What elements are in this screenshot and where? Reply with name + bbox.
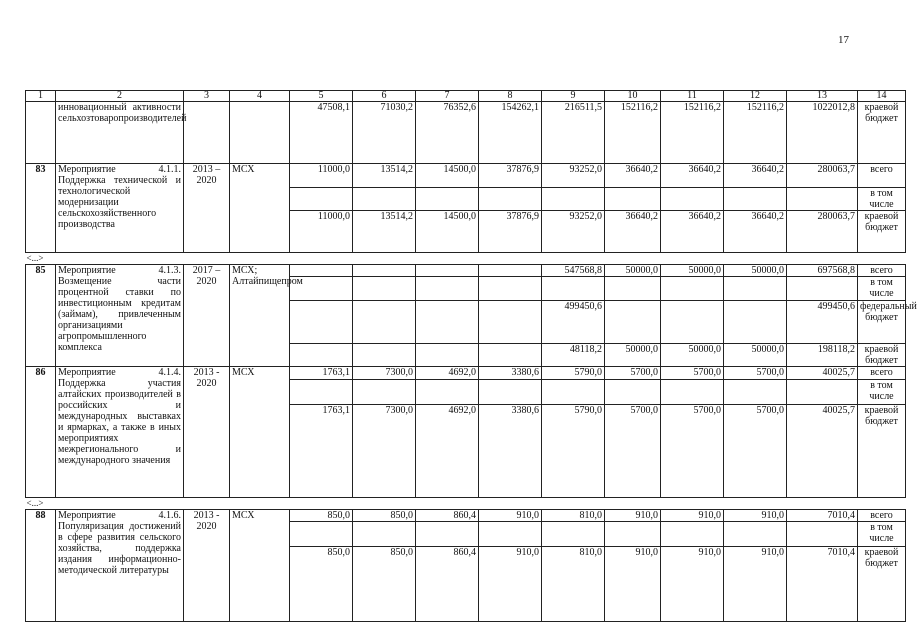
value-cell: 5700,0	[724, 405, 787, 498]
omission-marker: <...>	[26, 253, 906, 265]
value-cell: 1022012,8	[787, 102, 858, 164]
value-cell: 910,0	[724, 547, 787, 622]
funding-source: краевой бюджет	[858, 405, 906, 498]
value-cell	[416, 522, 479, 547]
table-row	[26, 164, 906, 188]
funding-source: краевой бюджет	[858, 344, 906, 367]
value-cell: 14500,0	[416, 211, 479, 253]
row-number-cell	[26, 102, 56, 164]
value-cell	[605, 277, 661, 301]
value-cell: 5700,0	[605, 405, 661, 498]
value-cell	[416, 301, 479, 344]
activity-name: Мероприятие 4.1.3. Возмещение части процентной ставки по инвестиционным кредитам (займам), привлеченным организациями агропромышленного комплекса	[56, 265, 184, 367]
executor-cell	[230, 102, 290, 164]
value-cell: 11000,0	[290, 164, 353, 188]
executor-cell: МСХ	[230, 164, 290, 253]
value-cell: 810,0	[542, 547, 605, 622]
value-cell: 71030,2	[353, 102, 416, 164]
table-row	[26, 265, 906, 277]
funding-source: краевой бюджет	[858, 102, 906, 164]
value-cell: 50000,0	[724, 344, 787, 367]
value-cell: 36640,2	[724, 211, 787, 253]
years-cell: 2013 - 2020	[184, 367, 230, 498]
value-cell: 36640,2	[605, 211, 661, 253]
activity-name: инновационный активности сельхозтоваропроизводителей	[56, 102, 184, 164]
value-cell: 13514,2	[353, 211, 416, 253]
value-cell	[724, 277, 787, 301]
column-header: 11	[661, 91, 724, 102]
funding-source: в том числе	[858, 522, 906, 547]
column-header: 6	[353, 91, 416, 102]
activity-name: Мероприятие 4.1.4. Поддержка участия алтайских производителей в российских и международных выставках и ярмарках, а также в иных мероприятиях межрегионального и международного значения	[56, 367, 184, 498]
value-cell	[787, 522, 858, 547]
funding-source: в том числе	[858, 188, 906, 211]
value-cell	[416, 188, 479, 211]
value-cell	[605, 188, 661, 211]
value-cell: 860,4	[416, 510, 479, 522]
value-cell	[724, 188, 787, 211]
funding-source: краевой бюджет	[858, 547, 906, 622]
value-cell	[416, 380, 479, 405]
value-cell	[542, 380, 605, 405]
value-cell: 7300,0	[353, 405, 416, 498]
value-cell: 280063,7	[787, 164, 858, 188]
value-cell: 5700,0	[661, 405, 724, 498]
value-cell: 7010,4	[787, 510, 858, 522]
value-cell: 50000,0	[605, 265, 661, 277]
value-cell	[416, 265, 479, 277]
value-cell: 5700,0	[724, 367, 787, 380]
value-cell: 7010,4	[787, 547, 858, 622]
funding-source: в том числе	[858, 380, 906, 405]
program-activities-table	[25, 90, 917, 622]
column-header: 13	[787, 91, 858, 102]
executor-cell: МСХ	[230, 367, 290, 498]
value-cell: 547568,8	[542, 265, 605, 277]
page-number: 17	[838, 34, 849, 46]
value-cell: 910,0	[479, 547, 542, 622]
value-cell: 50000,0	[661, 265, 724, 277]
value-cell: 850,0	[353, 547, 416, 622]
value-cell: 36640,2	[661, 164, 724, 188]
column-header: 7	[416, 91, 479, 102]
value-cell	[290, 188, 353, 211]
value-cell	[787, 277, 858, 301]
value-cell: 910,0	[661, 510, 724, 522]
value-cell	[353, 344, 416, 367]
value-cell	[353, 277, 416, 301]
value-cell	[661, 188, 724, 211]
column-header: 5	[290, 91, 353, 102]
value-cell: 93252,0	[542, 211, 605, 253]
value-cell	[661, 380, 724, 405]
table-row	[26, 102, 906, 164]
value-cell: 860,4	[416, 547, 479, 622]
value-cell: 5790,0	[542, 367, 605, 380]
value-cell	[479, 265, 542, 277]
value-cell	[479, 301, 542, 344]
value-cell: 910,0	[661, 547, 724, 622]
value-cell	[290, 265, 353, 277]
funding-source: всего	[858, 367, 906, 380]
value-cell	[290, 522, 353, 547]
omission-marker: <...>	[26, 498, 906, 510]
column-header: 10	[605, 91, 661, 102]
value-cell	[416, 277, 479, 301]
value-cell: 850,0	[290, 510, 353, 522]
value-cell: 154262,1	[479, 102, 542, 164]
value-cell: 37876,9	[479, 211, 542, 253]
value-cell: 5700,0	[661, 367, 724, 380]
table-row	[26, 510, 906, 522]
row-number: 88	[26, 510, 56, 622]
value-cell	[542, 277, 605, 301]
value-cell	[290, 344, 353, 367]
value-cell	[724, 380, 787, 405]
value-cell	[542, 522, 605, 547]
column-header: 14	[858, 91, 906, 102]
value-cell: 850,0	[353, 510, 416, 522]
funding-source: федеральный бюджет	[858, 301, 906, 344]
column-header: 2	[56, 91, 184, 102]
table-row	[26, 367, 906, 380]
value-cell: 7300,0	[353, 367, 416, 380]
column-header: 1	[26, 91, 56, 102]
value-cell: 5790,0	[542, 405, 605, 498]
value-cell: 50000,0	[661, 344, 724, 367]
omission-row	[26, 253, 906, 265]
value-cell: 37876,9	[479, 164, 542, 188]
value-cell: 910,0	[724, 510, 787, 522]
value-cell: 1763,1	[290, 405, 353, 498]
value-cell	[605, 522, 661, 547]
value-cell: 216511,5	[542, 102, 605, 164]
value-cell: 499450,6	[542, 301, 605, 344]
header-row	[26, 91, 906, 102]
column-header: 9	[542, 91, 605, 102]
value-cell	[479, 380, 542, 405]
value-cell: 697568,8	[787, 265, 858, 277]
value-cell: 910,0	[605, 510, 661, 522]
funding-source: всего	[858, 265, 906, 277]
funding-source: в том числе	[858, 277, 906, 301]
executor-cell: МСХ; Алтайпищепром	[230, 265, 290, 367]
value-cell: 280063,7	[787, 211, 858, 253]
value-cell: 810,0	[542, 510, 605, 522]
column-header: 12	[724, 91, 787, 102]
years-cell: 2013 - 2020	[184, 510, 230, 622]
value-cell	[353, 301, 416, 344]
value-cell: 50000,0	[724, 265, 787, 277]
value-cell	[605, 301, 661, 344]
value-cell: 499450,6	[787, 301, 858, 344]
funding-source: всего	[858, 510, 906, 522]
value-cell	[479, 277, 542, 301]
value-cell	[353, 188, 416, 211]
omission-row	[26, 498, 906, 510]
value-cell	[661, 301, 724, 344]
value-cell: 3380,6	[479, 367, 542, 380]
value-cell: 50000,0	[605, 344, 661, 367]
value-cell: 198118,2	[787, 344, 858, 367]
value-cell	[416, 344, 479, 367]
value-cell	[661, 522, 724, 547]
column-header: 3	[184, 91, 230, 102]
value-cell: 4692,0	[416, 367, 479, 380]
row-number: 85	[26, 265, 56, 367]
value-cell: 5700,0	[605, 367, 661, 380]
years-cell: 2017 – 2020	[184, 265, 230, 367]
value-cell: 36640,2	[605, 164, 661, 188]
value-cell: 36640,2	[724, 164, 787, 188]
value-cell: 4692,0	[416, 405, 479, 498]
value-cell: 47508,1	[290, 102, 353, 164]
value-cell: 152116,2	[724, 102, 787, 164]
value-cell	[290, 301, 353, 344]
value-cell: 36640,2	[661, 211, 724, 253]
value-cell	[542, 188, 605, 211]
value-cell: 14500,0	[416, 164, 479, 188]
value-cell: 40025,7	[787, 367, 858, 380]
column-header: 8	[479, 91, 542, 102]
executor-cell: МСХ	[230, 510, 290, 622]
value-cell: 48118,2	[542, 344, 605, 367]
value-cell	[479, 522, 542, 547]
value-cell	[661, 277, 724, 301]
column-header: 4	[230, 91, 290, 102]
funding-source: всего	[858, 164, 906, 188]
years-cell: 2013 – 2020	[184, 164, 230, 253]
activity-name: Мероприятие 4.1.1. Поддержка технической и технологической модернизации сельскохозяйственного производства	[56, 164, 184, 253]
value-cell: 3380,6	[479, 405, 542, 498]
years-cell	[184, 102, 230, 164]
value-cell: 850,0	[290, 547, 353, 622]
row-number: 86	[26, 367, 56, 498]
value-cell	[787, 380, 858, 405]
value-cell	[724, 522, 787, 547]
value-cell	[479, 344, 542, 367]
value-cell: 152116,2	[605, 102, 661, 164]
value-cell: 152116,2	[661, 102, 724, 164]
value-cell: 910,0	[479, 510, 542, 522]
value-cell: 76352,6	[416, 102, 479, 164]
value-cell	[290, 380, 353, 405]
value-cell: 1763,1	[290, 367, 353, 380]
value-cell: 910,0	[605, 547, 661, 622]
value-cell	[787, 188, 858, 211]
value-cell	[724, 301, 787, 344]
value-cell	[479, 188, 542, 211]
activity-name: Мероприятие 4.1.6. Популяризация достижений в сфере развития сельского хозяйства, поддержка издания информационно-методической литературы	[56, 510, 184, 622]
value-cell: 93252,0	[542, 164, 605, 188]
value-cell: 13514,2	[353, 164, 416, 188]
value-cell	[353, 522, 416, 547]
row-number: 83	[26, 164, 56, 253]
value-cell	[605, 380, 661, 405]
funding-source: краевой бюджет	[858, 211, 906, 253]
value-cell: 40025,7	[787, 405, 858, 498]
value-cell	[353, 380, 416, 405]
value-cell	[353, 265, 416, 277]
value-cell: 11000,0	[290, 211, 353, 253]
